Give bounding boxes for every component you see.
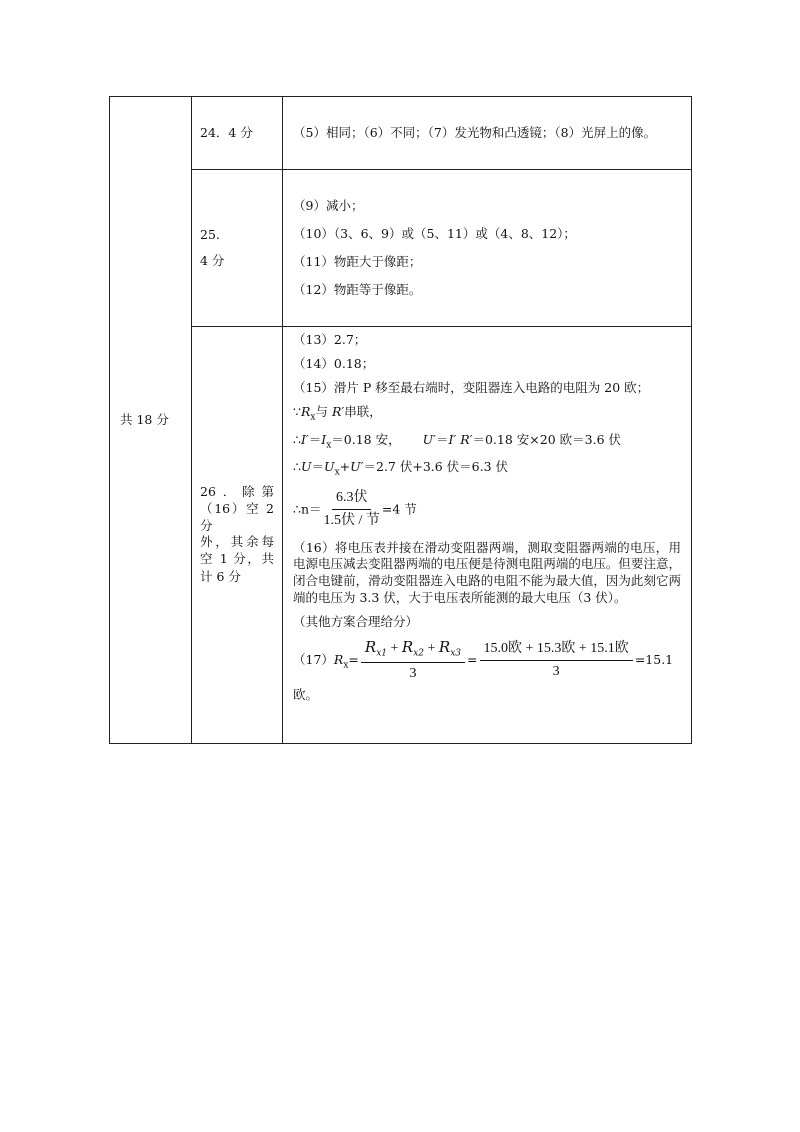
q25-answer-cell bbox=[283, 170, 692, 327]
answer-16: （16）将电压表并接在滑动变阻器两端，测取变阻器两端的电压，用电源电压减去变阻器两端的电压便是待测电阻两端的电压。但要注意，闭合电键前，滑动变阻器连入电路的电阻不能为最大值，因为此刻它两端的电压为 3.3 伏，大于电压表所能测的最大电压（3 伏）。 bbox=[293, 539, 681, 606]
cell-count-formula: ∴n＝ $\frac{\text{6.3伏}}{\text{1.5伏 / 节}}$ =4 节 bbox=[293, 488, 681, 532]
answer-12: （12）物距等于像距。 bbox=[293, 282, 422, 298]
answer-13: （13）2.7； bbox=[293, 332, 367, 347]
q26-score-cell bbox=[192, 327, 283, 744]
answer-14: （14）0.18； bbox=[293, 356, 375, 372]
therefore-current-line: $\therefore I'=I_x=0.18$ 安， U′＝I′ R′＝0.18 安×20 欧＝3.6 伏 bbox=[293, 431, 621, 451]
q26-score-line-2: （16）空 2 分 bbox=[200, 500, 274, 533]
answer-9: （9）减小； bbox=[293, 197, 364, 213]
q26-score-line-4: 空 1 分，共 bbox=[200, 551, 274, 567]
q24-answer-cell bbox=[283, 97, 692, 170]
q25-score-number: 25. bbox=[200, 226, 220, 242]
answer-11: （11）物距大于像距； bbox=[293, 254, 422, 269]
other-methods-note: （其他方案合理给分） bbox=[293, 614, 419, 630]
q25-score-cell bbox=[192, 170, 283, 327]
q24-score-cell bbox=[192, 97, 283, 170]
question-25-row bbox=[110, 170, 692, 327]
question-24-row bbox=[110, 97, 692, 170]
because-line: $\because R_x$与 R′串联， bbox=[293, 404, 382, 423]
resistance-average-fraction: $\frac{R_{x1} + R_{x2} + R_{x3}}{3}$ bbox=[361, 637, 465, 684]
question-26-row bbox=[110, 327, 692, 744]
therefore-voltage-line: $\therefore U=U_x+U'=2.7$ 伏+3.6 伏＝6.3 伏 bbox=[293, 459, 509, 478]
q25-score-points: 4 分 bbox=[200, 253, 225, 268]
answer-17-unit: 欧。 bbox=[293, 687, 319, 703]
q24-answer: （5）相同；（6）不同；（7）发光物和凸透镜；（8）光屏上的像。 bbox=[293, 124, 657, 140]
q26-answer-cell bbox=[283, 327, 692, 744]
answer-10: （10）（3、6、9）或（5、11）或（4、8、12）； bbox=[293, 225, 576, 241]
answer-17-formula: $(17)R_x=$ $\frac{R_{x1} + R_{x2} + R_{x3}}{3}$ = $\frac{\text{15.0欧 + 15.3欧 + 15.1欧}}{3}$ =15.1 bbox=[293, 637, 681, 684]
resistance-values-fraction: $\frac{\text{15.0欧 + 15.3欧 + 15.1欧}}{3}$ bbox=[480, 639, 633, 683]
answer-15: （15）滑片 P 移至最右端时，变阻器连入电路的电阻为 20 欧； bbox=[293, 380, 650, 396]
total-score: 共 18 分 bbox=[120, 411, 169, 427]
q24-score: 24．4 分 bbox=[200, 124, 253, 140]
q26-score-line-1: 26．除第 bbox=[200, 483, 274, 499]
cell-count-fraction: $\frac{\text{6.3伏}}{\text{1.5伏 / 节}}$ bbox=[323, 490, 380, 529]
q26-score-line-3: 外，其余每 bbox=[200, 534, 274, 550]
q26-score-line-5: 计 6 分 bbox=[200, 569, 241, 585]
answer-table bbox=[109, 96, 692, 744]
total-score-cell bbox=[110, 97, 192, 744]
